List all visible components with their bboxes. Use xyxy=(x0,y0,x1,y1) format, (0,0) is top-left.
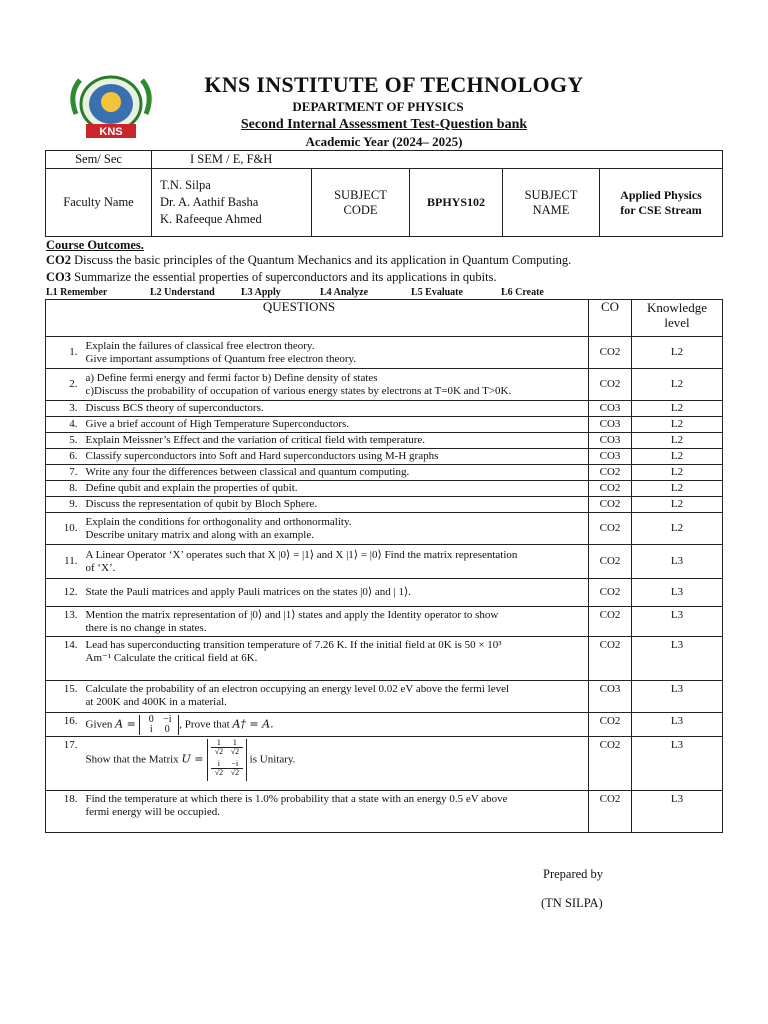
co-value: CO2 xyxy=(589,579,632,607)
table-row xyxy=(46,369,723,401)
question-number: 4. xyxy=(46,417,82,433)
co-value: CO2 xyxy=(589,497,632,513)
co-value: CO3 xyxy=(589,433,632,449)
knowledge-level: L2 xyxy=(632,465,723,481)
question-number: 10. xyxy=(46,513,82,545)
question-text: a) Define fermi energy and fermi factor b) Define density of states c)Discuss the probability of occupation of various energy states by electrons at T=0K and T>0K. xyxy=(82,369,589,401)
question-number: 6. xyxy=(46,449,82,465)
table-row xyxy=(46,337,723,369)
question-number: 3. xyxy=(46,401,82,417)
table-row xyxy=(46,737,723,791)
matrix-u: $\frac{1}{√2}$ $\frac{1}{√2}$ $\frac{i}{√2}$ $\frac{-i}{√2}$ xyxy=(207,739,247,781)
subject-name: Applied Physics for CSE Stream xyxy=(600,169,723,237)
question-number: 7. xyxy=(46,465,82,481)
institute-name: KNS INSTITUTE OF TECHNOLOGY xyxy=(204,72,584,97)
co-value: CO2 xyxy=(589,465,632,481)
sem-value: I SEM / E, F&H xyxy=(152,151,723,169)
knowledge-header: Knowledge level xyxy=(632,300,723,337)
co-value: CO2 xyxy=(589,513,632,545)
co-value: CO2 xyxy=(589,791,632,833)
co3-statement: CO3 Summarize the essential properties of superconductors and its applications in qubits. xyxy=(46,270,497,284)
logo-text: KNS xyxy=(99,126,123,138)
level-label: L4 Analyze xyxy=(320,287,369,298)
question-number: 9. xyxy=(46,497,82,513)
co-header: CO xyxy=(589,300,632,337)
question-number: 15. xyxy=(46,681,82,713)
question-text: Given A = 0 −i i 0 , Prove that A† = A. xyxy=(82,713,589,737)
knowledge-level: L2 xyxy=(632,481,723,497)
subject-code: BPHYS102 xyxy=(410,169,503,237)
question-number: 1. xyxy=(46,337,82,369)
level-label: L5 Evaluate xyxy=(411,287,463,298)
co-value: CO2 xyxy=(589,637,632,681)
co-value: CO2 xyxy=(589,607,632,637)
co-value: CO2 xyxy=(589,337,632,369)
question-text: State the Pauli matrices and apply Pauli matrices on the states |0⟩ and | 1⟩. xyxy=(82,579,589,607)
question-number: 2. xyxy=(46,369,82,401)
table-row xyxy=(46,545,723,579)
table-row xyxy=(46,465,723,481)
question-text: Mention the matrix representation of |0⟩ and |1⟩ states and apply the Identity operator to show there is no change in states. xyxy=(82,607,589,637)
questions-header: QUESTIONS xyxy=(46,300,589,337)
knowledge-level: L3 xyxy=(632,737,723,791)
faculty-name: K. Rafeeque Ahmed xyxy=(160,212,262,226)
question-text: Show that the Matrix U = $\frac{1}{√2}$ $\frac{1}{√2}$ $\frac{i}{√2}$ $\frac{-i}{√2}$ is Unitary. xyxy=(82,737,589,791)
question-text: Find the temperature at which there is 1.0% probability that a state with an energy 0.5 eV above fermi energy will be occupied. xyxy=(82,791,589,833)
question-text: Discuss the representation of qubit by Bloch Sphere. xyxy=(82,497,589,513)
faculty-label: Faculty Name xyxy=(46,169,152,237)
question-text: Calculate the probability of an electron occupying an energy level 0.02 eV above the fermi level at 200K and 400K in a material. xyxy=(82,681,589,713)
knowledge-level: L3 xyxy=(632,713,723,737)
matrix-a: 0 −i i 0 xyxy=(139,715,179,735)
outcomes-heading: Course Outcomes. xyxy=(46,238,144,252)
co-value: CO3 xyxy=(589,449,632,465)
co-value: CO3 xyxy=(589,681,632,713)
knowledge-level: L3 xyxy=(632,579,723,607)
table-row xyxy=(46,481,723,497)
table-row xyxy=(46,513,723,545)
table-row xyxy=(46,449,723,465)
knowledge-level: L2 xyxy=(632,449,723,465)
info-table xyxy=(45,150,723,237)
knowledge-level: L2 xyxy=(632,369,723,401)
question-number: 14. xyxy=(46,637,82,681)
question-text: Explain Meissner’s Effect and the variation of critical field with temperature. xyxy=(82,433,589,449)
knowledge-level: L2 xyxy=(632,433,723,449)
question-text: Discuss BCS theory of superconductors. xyxy=(82,401,589,417)
knowledge-level: L2 xyxy=(632,513,723,545)
faculty-names xyxy=(152,169,312,237)
question-text: Explain the conditions for orthogonality and orthonormality. Describe unitary matrix and along with an example. xyxy=(82,513,589,545)
co-value: CO3 xyxy=(589,417,632,433)
question-number: 12. xyxy=(46,579,82,607)
table-row xyxy=(46,579,723,607)
table-row xyxy=(46,417,723,433)
preparer-name: (TN SILPA) xyxy=(541,896,603,910)
question-text: Give a brief account of High Temperature Superconductors. xyxy=(82,417,589,433)
question-text: Classify superconductors into Soft and Hard superconductors using M-H graphs xyxy=(82,449,589,465)
question-number: 11. xyxy=(46,545,82,579)
question-number: 5. xyxy=(46,433,82,449)
academic-year: Academic Year (2024– 2025) xyxy=(305,134,463,149)
question-number: 16. xyxy=(46,713,82,737)
test-title: Second Internal Assessment Test-Question bank xyxy=(240,117,528,132)
level-label: L3 Apply xyxy=(241,287,281,298)
question-text: A Linear Operator ‘X’ operates such that X |0⟩ = |1⟩ and X |1⟩ = |0⟩ Find the matrix representation of ‘X’. xyxy=(82,545,589,579)
level-label: L6 Create xyxy=(501,287,544,298)
knowledge-level: L2 xyxy=(632,497,723,513)
level-label: L1 Remember xyxy=(46,287,108,298)
co-value: CO2 xyxy=(589,713,632,737)
knowledge-level: L2 xyxy=(632,401,723,417)
question-number: 13. xyxy=(46,607,82,637)
table-row xyxy=(46,791,723,833)
table-row xyxy=(46,637,723,681)
questions-table xyxy=(45,299,723,833)
question-text: Write any four the differences between classical and quantum computing. xyxy=(82,465,589,481)
table-row xyxy=(46,433,723,449)
knowledge-level: L3 xyxy=(632,681,723,713)
subject-name-label: SUBJECT NAME xyxy=(503,169,600,237)
question-text: Explain the failures of classical free electron theory. Give important assumptions of Quantum free electron theory. xyxy=(82,337,589,369)
faculty-name: T.N. Silpa xyxy=(160,178,211,192)
question-number: 8. xyxy=(46,481,82,497)
table-row xyxy=(46,401,723,417)
question-text: Define qubit and explain the properties of qubit. xyxy=(82,481,589,497)
knowledge-level: L3 xyxy=(632,791,723,833)
table-row xyxy=(46,681,723,713)
knowledge-level: L2 xyxy=(632,337,723,369)
department-name: DEPARTMENT OF PHYSICS xyxy=(292,99,464,114)
sem-label: Sem/ Sec xyxy=(46,151,152,169)
co-value: CO2 xyxy=(589,369,632,401)
table-row xyxy=(46,713,723,737)
question-number: 17. xyxy=(46,737,82,791)
question-number: 18. xyxy=(46,791,82,833)
subject-code-label: SUBJECT CODE xyxy=(312,169,410,237)
knowledge-level: L3 xyxy=(632,545,723,579)
co-value: CO2 xyxy=(589,481,632,497)
knowledge-level: L3 xyxy=(632,637,723,681)
co-value: CO2 xyxy=(589,545,632,579)
knowledge-level: L3 xyxy=(632,607,723,637)
knowledge-level: L2 xyxy=(632,417,723,433)
co-value: CO2 xyxy=(589,737,632,791)
co-value: CO3 xyxy=(589,401,632,417)
co2-statement: CO2 Discuss the basic principles of the Quantum Mechanics and its application in Quantum Computing. xyxy=(46,253,572,267)
table-row xyxy=(46,607,723,637)
prepared-by-label: Prepared by xyxy=(543,867,604,881)
question-text: Lead has superconducting transition temperature of 7.26 K. If the initial field at 0K is 50 × 10³ Am⁻¹ Calculate the critical field at 6K. xyxy=(82,637,589,681)
level-label: L2 Understand xyxy=(150,287,215,298)
faculty-name: Dr. A. Aathif Basha xyxy=(160,195,259,209)
table-row xyxy=(46,497,723,513)
